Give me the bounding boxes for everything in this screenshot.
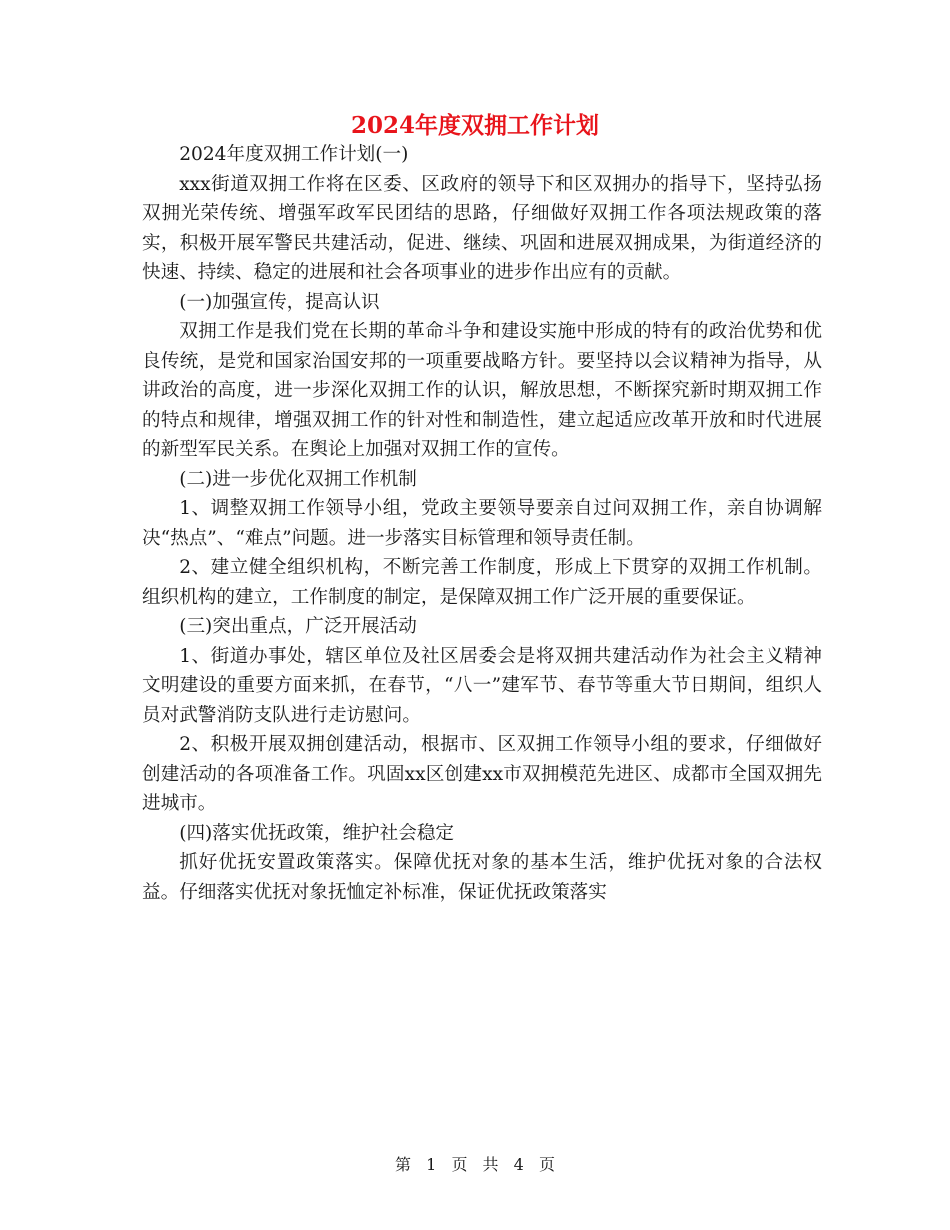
page-label-mid: 页 xyxy=(451,1155,468,1174)
body-paragraph: 1、街道办事处，辖区单位及社区居委会是将双拥共建活动作为社会主义精神文明建设的重要方面来抓，在春节，“八一”建军节、春节等重大节日期间，组织人员对武警消防支队进行走访慰问。 xyxy=(142,645,822,726)
body-paragraph: 2、建立健全组织机构，不断完善工作制度，形成上下贯穿的双拥工作机制。组织机构的建立，工作制度的制定，是保障双拥工作广泛开展的重要保证。 xyxy=(142,557,822,608)
total-label-suffix: 页 xyxy=(538,1155,555,1174)
total-label-prefix: 共 xyxy=(482,1155,499,1174)
section-heading-2: (二)进一步优化双拥工作机制 xyxy=(179,468,417,490)
total-page-count: 4 xyxy=(513,1155,524,1174)
intro-paragraph: xxx街道双拥工作将在区委、区政府的领导下和区双拥办的指导下，坚持弘扬双拥光荣传统、增强军政军民团结的思路，仔细做好双拥工作各项法规政策的落实，积极开展军警民共建活动，促进、继续、巩固和进展双拥成果，为街道经济的快速、持续、稳定的进展和社会各项事业的进步作出应有的贡献。 xyxy=(142,173,822,283)
body-paragraph: 1、调整双拥工作领导小组，党政主要领导要亲自过问双拥工作，亲自协调解决“热点”、“难点”问题。进一步落实目标管理和领导责任制。 xyxy=(142,498,822,549)
section-heading-3: (三)突出重点，广泛开展活动 xyxy=(179,616,417,637)
body-paragraph: 抓好优抚安置政策落实。保障优抚对象的基本生活，维护优抚对象的合法权益。仔细落实优抚对象抚恤定补标准，保证优抚政策落实 xyxy=(142,852,822,903)
document-title: 2024年度双拥工作计划 xyxy=(350,112,599,139)
body-paragraph: 双拥工作是我们党在长期的革命斗争和建设实施中形成的特有的政治优势和优良传统，是党和国家治国安邦的一项重要战略方针。要坚持以会议精神为指导，从讲政治的高度，进一步深化双拥工作的认识，解放思想，不断探究新时期双拥工作的特点和规律，增强双拥工作的针对性和制造性，建立起适应改革开放和时代进展的新型军民关系。在舆论上加强对双拥工作的宣传。 xyxy=(142,321,822,460)
section-heading-1: (一)加强宣传，提高认识 xyxy=(179,291,380,313)
document-body xyxy=(142,140,822,907)
page-label-prefix: 第 xyxy=(395,1155,412,1174)
current-page-number: 1 xyxy=(426,1155,437,1174)
subtitle-paragraph: 2024年度双拥工作计划(一) xyxy=(179,144,409,165)
section-heading-4: (四)落实优抚政策，维护社会稳定 xyxy=(179,822,455,844)
page-number-footer xyxy=(0,1154,950,1176)
body-paragraph: 2、积极开展双拥创建活动，根据市、区双拥工作领导小组的要求，仔细做好创建活动的各项准备工作。巩固xx区创建xx市双拥模范先进区、成都市全国双拥先进城市。 xyxy=(142,734,822,814)
